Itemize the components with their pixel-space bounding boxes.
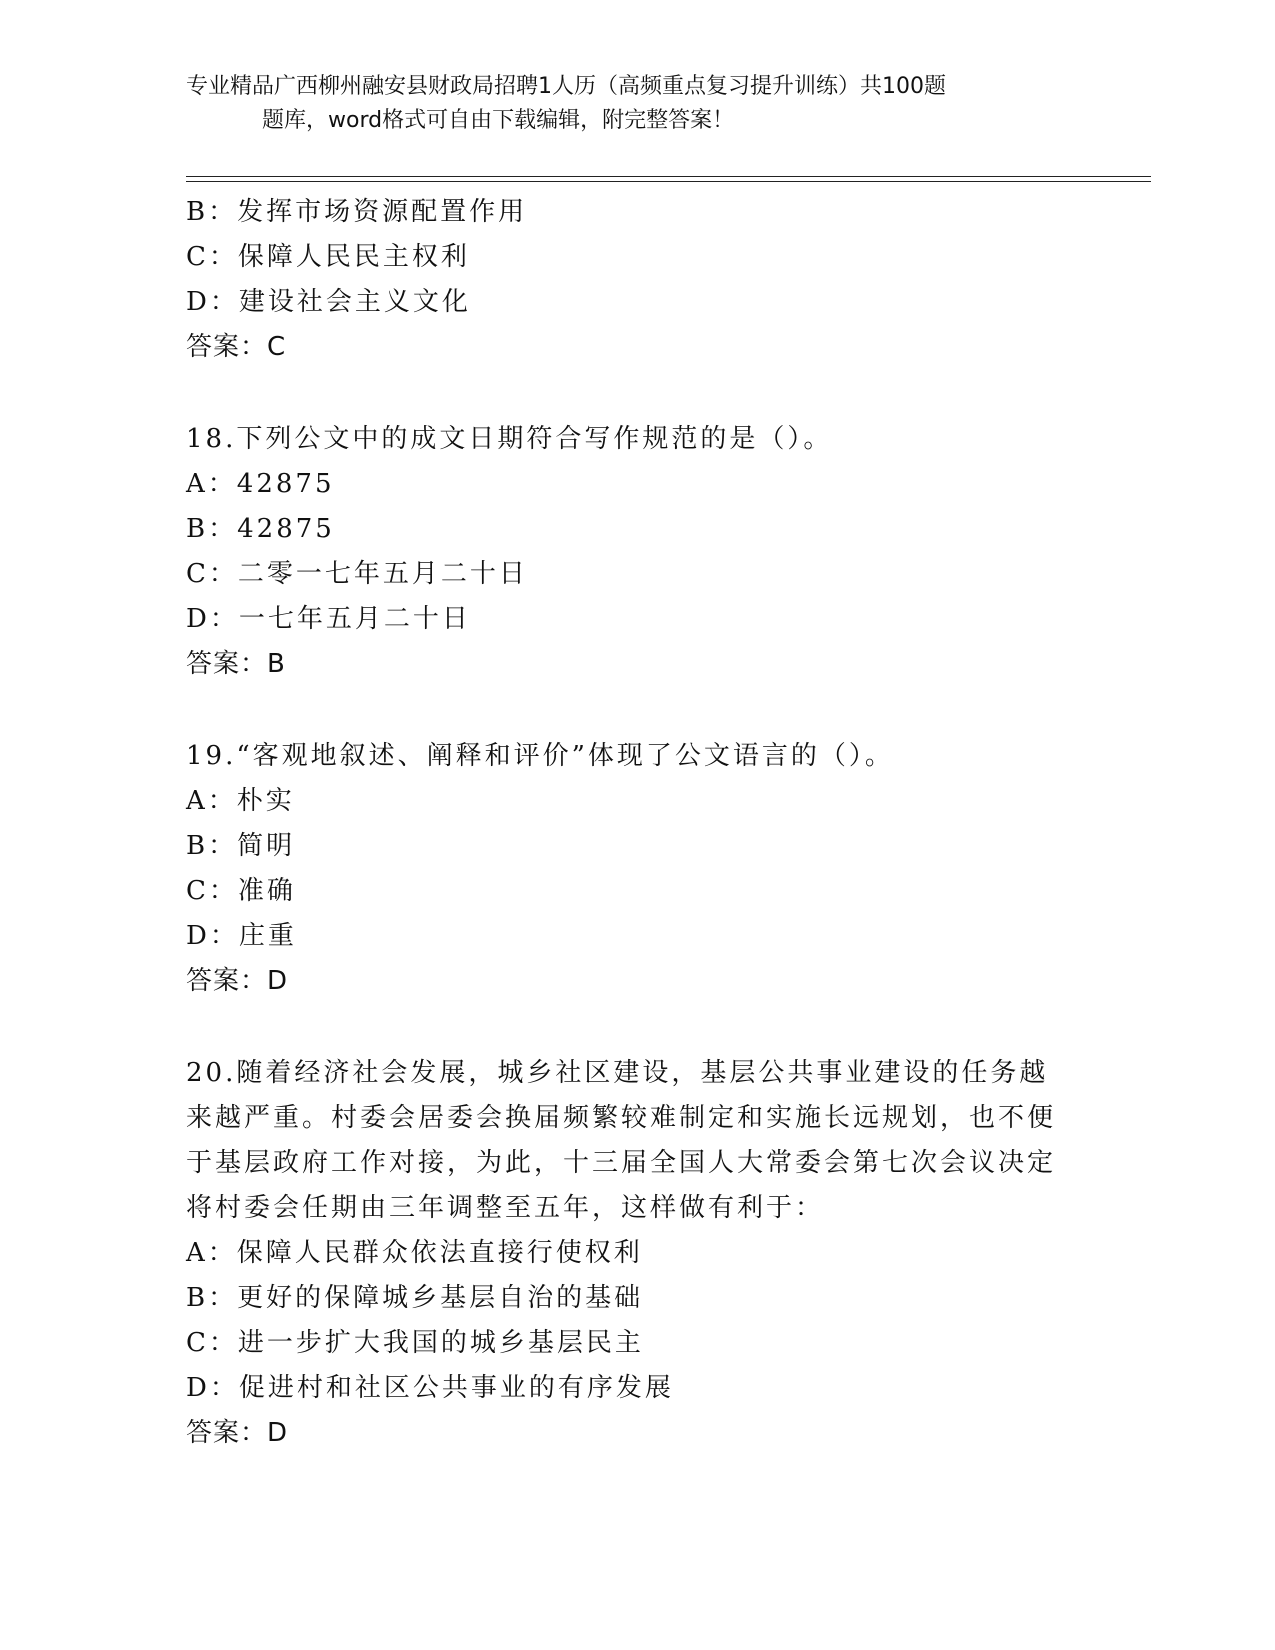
option-c: C：准确 (186, 876, 296, 906)
option-b: B：更好的保障城乡基层自治的基础 (186, 1283, 644, 1313)
question-19 (186, 734, 1086, 1004)
question-20 (186, 1051, 1086, 1456)
option-c: C：进一步扩大我国的城乡基层民主 (186, 1328, 644, 1358)
header-title-line-2: 题库，word格式可自由下载编辑，附完整答案！ (262, 108, 735, 133)
question-stem: 19.“客观地叙述、阐释和评价”体现了公文语言的（）。 (186, 741, 894, 771)
header-rule-bottom (186, 181, 1151, 182)
option-d: D：建设社会主义文化 (186, 287, 471, 317)
answer-line: 答案：C (186, 332, 287, 362)
question-spacer (186, 687, 1086, 734)
option-a: A：42875 (186, 469, 335, 499)
option-b: B：42875 (186, 514, 335, 544)
answer-line: 答案：B (186, 649, 286, 679)
document-header (186, 70, 1086, 138)
answer-line: 答案：D (186, 966, 289, 996)
option-b: B：简明 (186, 831, 296, 861)
question-17-tail (186, 190, 1086, 370)
header-rule-top (186, 176, 1151, 177)
question-list (186, 190, 1086, 1456)
question-stem: 18.下列公文中的成文日期符合写作规范的是（）。 (186, 424, 833, 454)
option-c: C：二零一七年五月二十日 (186, 559, 528, 589)
option-d: D：庄重 (186, 921, 297, 951)
question-stem: 20.随着经济社会发展，城乡社区建设，基层公共事业建设的任务越来越严重。村委会居委会换届频繁较难制定和实施长远规划，也不便于基层政府工作对接，为此，十三届全国人大常委会第七次会议决定将村委会任期由三年调整至五年，这样做有利于： (186, 1058, 1057, 1223)
question-spacer (186, 1004, 1086, 1051)
option-a: A：朴实 (186, 786, 295, 816)
answer-line: 答案：D (186, 1418, 289, 1448)
option-c: C：保障人民民主权利 (186, 242, 470, 272)
question-spacer (186, 370, 1086, 417)
question-18 (186, 417, 1086, 687)
option-d: D：一七年五月二十日 (186, 604, 471, 634)
header-title-line-1: 专业精品广西柳州融安县财政局招聘1人历（高频重点复习提升训练）共100题 (186, 74, 946, 99)
option-d: D：促进村和社区公共事业的有序发展 (186, 1373, 674, 1403)
option-b: B：发挥市场资源配置作用 (186, 197, 528, 227)
option-a: A：保障人民群众依法直接行使权利 (186, 1238, 643, 1268)
